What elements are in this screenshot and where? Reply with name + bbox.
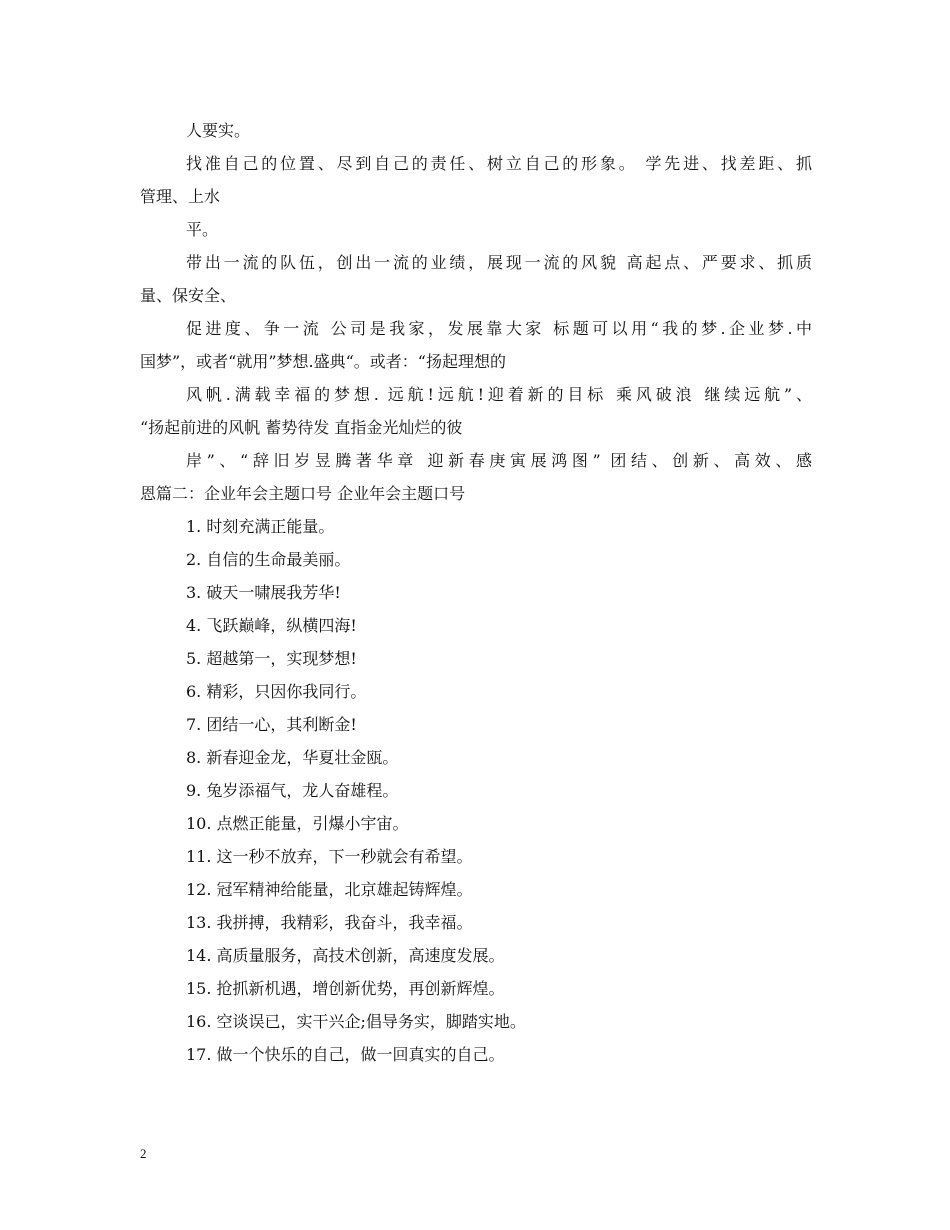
slogan-item: 11. 这一秒不放弃，下一秒就会有希望。	[186, 847, 473, 866]
slogan-item: 4. 飞跃巅峰，纵横四海!	[186, 616, 357, 635]
paragraph-line: 量、保安全、	[140, 286, 237, 305]
page-number: 2	[140, 1146, 147, 1161]
slogan-item: 6. 精彩，只因你我同行。	[186, 682, 367, 701]
slogan-item: 8. 新春迎金龙，华夏壮金瓯。	[186, 748, 399, 767]
slogan-item: 15. 抢抓新机遇，增创新优势，再创新辉煌。	[186, 979, 505, 998]
paragraph-line: 平。	[186, 220, 219, 239]
paragraph-line: 人要实。	[186, 121, 251, 140]
paragraph-line: 恩篇二：企业年会主题口号 企业年会主题口号	[140, 484, 466, 503]
slogan-item: 2. 自信的生命最美丽。	[186, 550, 351, 569]
slogan-item: 10. 点燃正能量，引爆小宇宙。	[186, 814, 409, 833]
paragraph-line: “扬起前进的风帆 蓄势待发 直指金光灿烂的彼	[140, 418, 463, 437]
paragraph-line: 风帆.满载幸福的梦想. 远航!远航!迎着新的目标 乘风破浪 继续远航”、	[186, 385, 812, 404]
slogan-item: 13. 我拼搏，我精彩，我奋斗，我幸福。	[186, 913, 473, 932]
paragraph-line: 岸”、“辞旧岁昱腾著华章 迎新春庚寅展鸿图” 团结、创新、高效、感	[186, 451, 812, 470]
slogan-item: 16. 空谈误已，实干兴企;倡导务实，脚踏实地。	[186, 1012, 526, 1031]
slogan-item: 12. 冠军精神给能量，北京雄起铸辉煌。	[186, 880, 473, 899]
slogan-item: 1. 时刻充满正能量。	[186, 517, 335, 536]
paragraph-line: 促进度、争一流 公司是我家，发展靠大家 标题可以用“我的梦.企业梦.中	[186, 319, 812, 338]
paragraph-line: 带出一流的队伍，创出一流的业绩，展现一流的风貌 高起点、严要求、抓质	[186, 253, 812, 272]
slogan-item: 3. 破天一啸展我芳华!	[186, 583, 341, 602]
slogan-item: 7. 团结一心，其利断金!	[186, 715, 357, 734]
paragraph-line: 找准自己的位置、尽到自己的责任、树立自己的形象。 学先进、找差距、抓	[186, 154, 812, 173]
paragraph-line: 国梦”，或者“就用”梦想.盛典“。或者：“扬起理想的	[140, 352, 506, 371]
slogan-item: 14. 高质量服务，高技术创新，高速度发展。	[186, 946, 505, 965]
paragraph-line: 管理、上水	[140, 187, 221, 206]
slogan-item: 5. 超越第一，实现梦想!	[186, 649, 357, 668]
slogan-list	[140, 510, 812, 1071]
slogan-item: 9. 兔岁添福气，龙人奋雄程。	[186, 781, 399, 800]
document-body	[140, 114, 812, 1071]
slogan-item: 17. 做一个快乐的自己，做一回真实的自己。	[186, 1045, 505, 1064]
